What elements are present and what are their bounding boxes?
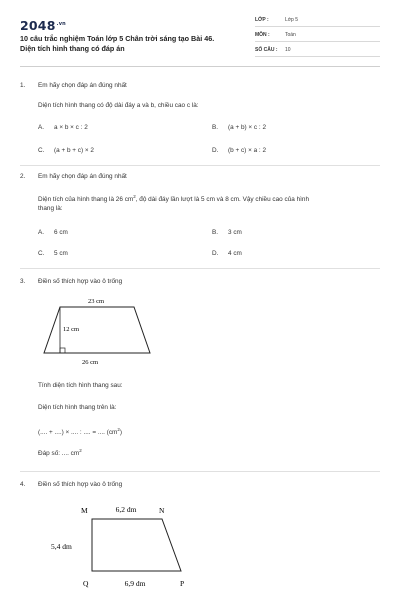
q2-option-d[interactable]: [212, 250, 242, 257]
q2-option-d-text: 4 cm: [228, 250, 242, 257]
q1-option-b-text: (a + b) × c : 2: [228, 124, 267, 131]
q1-option-a[interactable]: [38, 124, 88, 131]
q3-answer-label: Đáp số: .... cm: [38, 450, 80, 458]
q3-height-label: 12 cm: [63, 326, 80, 333]
q1-number: 1.: [20, 82, 26, 89]
q4-heading: Điền số thích hợp vào ô trống: [38, 481, 123, 488]
q1-option-c-text: (a + b + c) × 2: [54, 147, 94, 154]
q1-option-a-text: a × b × c : 2: [54, 124, 88, 131]
q2-option-a[interactable]: [38, 229, 68, 236]
q4-trapezoid-shape: [92, 519, 181, 571]
q4-bottom-label: 6,9 dm: [124, 579, 146, 588]
q2-text-line2: thang là:: [38, 205, 63, 212]
title-line-1: 10 câu trắc nghiệm Toán lớp 5 Chân trời sáng tạo Bài 46.: [20, 34, 215, 43]
document-title: [20, 34, 250, 53]
q1-option-a-letter: A.: [38, 124, 45, 131]
q1-option-b-letter: B.: [212, 124, 219, 131]
meta-subject-value: Toán: [285, 32, 296, 38]
q2-text-part1: Diện tích của hình thang là 26 cm: [38, 196, 134, 204]
meta-class-key: LỚP :: [255, 17, 269, 23]
site-logo[interactable]: [20, 18, 66, 33]
q3-formula-end: ): [119, 429, 123, 437]
meta-class: [255, 15, 380, 27]
q2-number: 2.: [20, 173, 26, 180]
meta-count-value: 10: [285, 47, 291, 53]
q1-text: Diện tích hình thang có độ dài đáy a và b, chiều cao c là:: [38, 102, 199, 109]
logo-suffix: .vn: [56, 20, 66, 27]
q2-text: [38, 192, 378, 204]
q1-divider: [20, 165, 380, 166]
q2-text-sup: 2: [133, 194, 136, 199]
q2-option-c-letter: C.: [38, 250, 45, 257]
q1-option-d[interactable]: [212, 147, 266, 154]
title-line-2: Diện tích hình thang có đáp án: [20, 43, 125, 53]
q4-left-label: 5,4 dm: [51, 542, 72, 551]
header-divider: [20, 66, 380, 67]
q3-heading: Điền số thích hợp vào ô trống: [38, 278, 123, 285]
q4-number: 4.: [20, 481, 26, 488]
q2-option-b-text: 3 cm: [228, 229, 242, 236]
q1-heading: Em hãy chọn đáp án đúng nhất: [38, 82, 127, 89]
q3-top-label: 23 cm: [87, 298, 105, 305]
q2-option-c-text: 5 cm: [54, 250, 68, 257]
q2-option-a-letter: A.: [38, 229, 45, 236]
q3-bottom-label: 26 cm: [81, 359, 99, 366]
q1-option-c[interactable]: [38, 147, 94, 154]
q3-formula-sup: 2: [117, 427, 120, 432]
q2-heading: Em hãy chọn đáp án đúng nhất: [38, 173, 127, 180]
meta-subject: [255, 30, 380, 42]
q2-option-d-letter: D.: [212, 250, 219, 257]
q2-option-b-letter: B.: [212, 229, 219, 236]
meta-subject-key: MÔN :: [255, 32, 270, 38]
q4-top-label: 6,2 dm: [115, 505, 137, 514]
q1-option-d-letter: D.: [212, 147, 219, 154]
q3-divider: [20, 471, 380, 472]
q2-option-b[interactable]: [212, 229, 242, 236]
q2-divider: [20, 268, 380, 269]
q3-answer-sup: 2: [79, 448, 82, 453]
q4-vertex-n: N: [159, 506, 165, 515]
q3-line1: Tính diện tích hình thang sau:: [38, 382, 123, 389]
meta-class-value: Lớp 5: [285, 17, 299, 23]
q2-option-c[interactable]: [38, 250, 68, 257]
q3-formula[interactable]: [38, 425, 122, 437]
q3-trapezoid-figure: [38, 292, 158, 372]
q4-vertex-p: P: [180, 579, 185, 588]
q2-text-part2: , độ dài đáy lần lượt là 5 cm và 8 cm. Vậy chiều cao của hình: [135, 196, 310, 204]
logo-text: 2048: [20, 18, 56, 33]
meta-count-key: SỐ CÂU :: [255, 47, 278, 53]
q1-option-d-text: (b + c) × a : 2: [228, 147, 267, 154]
q3-number: 3.: [20, 278, 26, 285]
q4-trapezoid-figure: [48, 500, 198, 596]
q3-right-angle-mark: [60, 348, 65, 353]
q3-line2: Diện tích hình thang trên là:: [38, 404, 117, 411]
q4-vertex-m: M: [81, 506, 88, 515]
q3-answer[interactable]: [38, 446, 82, 458]
q2-option-a-text: 6 cm: [54, 229, 68, 236]
q1-option-b[interactable]: [212, 124, 266, 131]
q4-vertex-q: Q: [83, 579, 89, 588]
q1-option-c-letter: C.: [38, 147, 45, 154]
meta-count: [255, 45, 380, 57]
q3-formula-text: (.... + ....) × .... : .... = .... (cm: [38, 429, 118, 437]
